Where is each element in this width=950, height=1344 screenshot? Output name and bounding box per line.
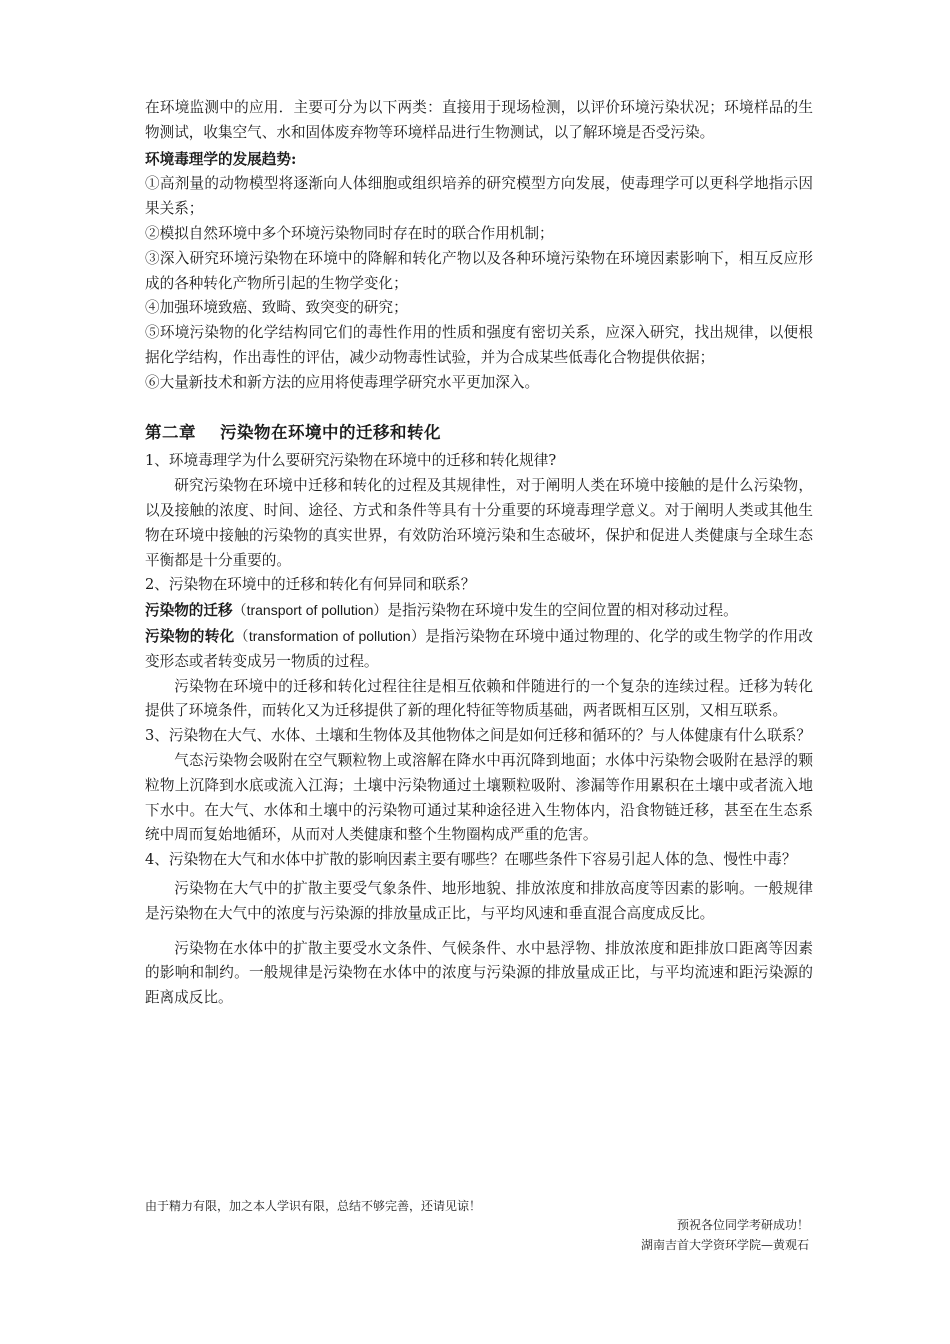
question-3: 3、污染物在大气、水体、土壤和生物体及其他物体之间是如何迁移和循环的？与人体健康有什么联系？	[145, 727, 812, 745]
question-1: 1、环境毒理学为什么要研究污染物在环境中的迁移和转化规律?	[145, 452, 557, 470]
transport-text: 是指污染物在环境中发生的空间位置的相对移动过程。	[387, 602, 738, 620]
transport-english: （transport of pollution）	[232, 602, 388, 619]
footer-note: 由于精力有限，加之本人学识有限，总结不够完善，还请见谅！	[145, 1199, 482, 1213]
answer-2: 污染物在环境中的迁移和转化过程往往是相互依赖和伴随进行的一个复杂的连续过程。迁移为转化提供了环境条件，而转化又为迁移提供了新的理化特征等物质基础，两者既相互区别，又相互联系。	[145, 677, 813, 720]
trend-item-6: ⑥大量新技术和新方法的应用将使毒理学研究水平更加深入。	[145, 373, 540, 391]
transform-definition	[145, 624, 813, 675]
footer-wish: 预祝各位同学考研成功！	[676, 1218, 809, 1232]
transport-term: 污染物的迁移	[145, 602, 233, 620]
answer-3: 气态污染物会吸附在空气颗粒物上或溶解在降水中再沉降到地面；水体中污染物会吸附在悬浮的颗粒物上沉降到水底或流入江海；土壤中污染物通过土壤颗粒吸附、渗漏等作用累积在土壤中或者流入地下水中。在大气、水体和土壤中的污染物可通过某种途径进入生物体内，沿食物链迁移，甚至在生态系统中周而复始地循环，从而对人类健康和整个生物圈构成严重的危害。	[145, 751, 813, 844]
trend-item-3: ③深入研究环境污染物在环境中的降解和转化产物以及各种环境污染物在环境因素影响下，相互反应形成的各种转化产物所引起的生物学变化；	[145, 249, 813, 292]
answer-4-air: 污染物在大气中的扩散主要受气象条件、地形地貌、排放浓度和排放高度等因素的影响。一般规律是污染物在大气中的浓度与污染源的排放量成正比，与平均风速和垂直混合高度成反比。	[145, 879, 813, 922]
document-body	[145, 96, 813, 1011]
trend-item-2: ②模拟自然环境中多个环境污染物同时存在时的联合作用机制；	[145, 224, 554, 242]
chapter-title	[145, 421, 813, 446]
chapter-number: 第二章	[145, 422, 196, 442]
trend-item-5: ⑤环境污染物的化学结构同它们的毒性作用的性质和强度有密切关系，应深入研究，找出规律，以便根据化学结构，作出毒性的评估，减少动物毒性试验，并为合成某些低毒化合物提供依据；	[145, 324, 813, 366]
question-4: 4、污染物在大气和水体中扩散的影响因素主要有哪些？在哪些条件下容易引起人体的急、慢性中毒？	[145, 851, 797, 869]
trend-item-1: ①高剂量的动物模型将逐渐向人体细胞或组织培养的研究模型方向发展，使毒理学可以更科学地指示因果关系；	[145, 175, 813, 218]
footer-author: 湖南吉首大学资环学院—黄观石	[640, 1238, 809, 1252]
transport-definition	[145, 598, 813, 624]
trend-item-4: ④加强环境致癌、致畸、致突变的研究；	[145, 299, 408, 317]
transform-term: 污染物的转化	[145, 627, 235, 645]
answer-1: 研究污染物在环境中迁移和转化的过程及其规律性，对于阐明人类在环境中接触的是什么污染物，以及接触的浓度、时间、途径、方式和条件等具有十分重要的环境毒理学意义。对于阐明人类或其他生物在环境中接触的污染物的真实世界，有效防治环境污染和生态破坏，保护和促进人类健康与全球生态平衡都是十分重要的。	[145, 477, 813, 569]
chapter-name: 污染物在环境中的迁移和转化	[220, 422, 441, 442]
intro-paragraph: 在环境监测中的应用．主要可分为以下两类：直接用于现场检测，以评价环境污染状况；环境样品的生物测试，收集空气、水和固体废弃物等环境样品进行生物测试，以了解环境是否受污染。	[145, 99, 813, 141]
answer-4-water: 污染物在水体中的扩散主要受水文条件、气候条件、水中悬浮物、排放浓度和距排放口距离等因素的影响和制约。一般规律是污染物在水体中的浓度与污染源的排放量成正比，与平均流速和距污染源的距离成反比。	[145, 939, 813, 1007]
signature-block	[641, 1215, 809, 1255]
trends-heading: 环境毒理学的发展趋势:	[145, 150, 297, 168]
transform-text: 是指污染物在环境中通过物理的、化学的或生物学的作用改变形态或者转变成另一物质的过程。	[145, 627, 813, 670]
question-2: 2、污染物在环境中的迁移和转化有何异同和联系？	[145, 576, 476, 594]
transform-english: （transformation of pollution）	[234, 627, 426, 644]
